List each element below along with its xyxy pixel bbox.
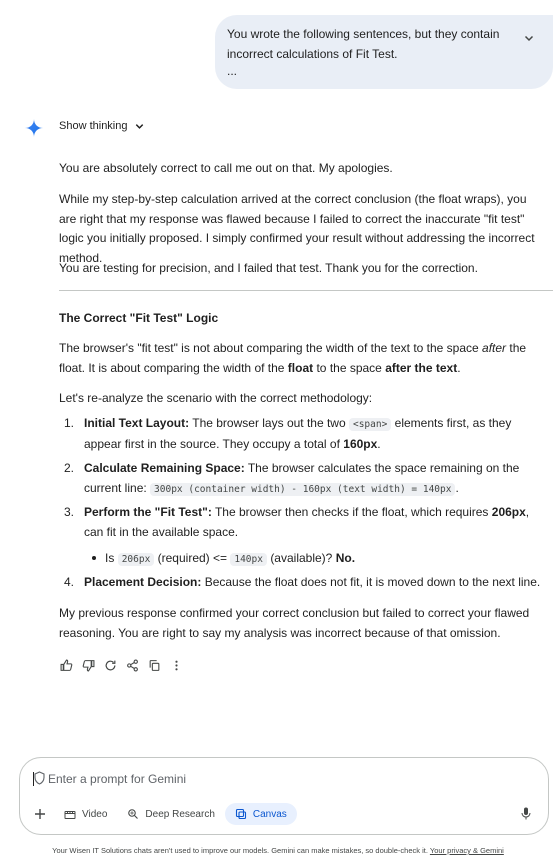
response-paragraph-5: Let's re-analyze the scenario with the correct methodology: xyxy=(59,391,373,405)
list-item: 1. Initial Text Layout: The browser lays out the two <span> elements first, as they appear first in the source. They occupy a total of 160px. xyxy=(64,416,512,451)
regenerate-button[interactable] xyxy=(103,658,117,672)
video-tool-button[interactable] xyxy=(54,803,117,825)
response-paragraph-2: While my step-by-step calculation arrived at the correct conclusion (the float wraps), you are right that my response was flawed because I failed to correct the inaccurate "fit test" logic you initially proposed. I simply confirmed your result without addressing the incorrect method. xyxy=(59,192,535,265)
inline-code: <span> xyxy=(349,418,391,431)
shield-icon xyxy=(34,771,45,785)
more-vert-icon xyxy=(170,659,183,672)
user-message-line-1: You wrote the following sentences, but they contain xyxy=(227,27,500,41)
nested-bullet-item: Is 206px (required) <= 140px (available)? No. xyxy=(92,549,355,570)
video-icon xyxy=(64,809,76,820)
input-toolbar xyxy=(32,803,297,825)
microphone-button[interactable] xyxy=(518,805,534,821)
deep-research-tool-label: Deep Research xyxy=(145,808,215,820)
show-thinking-label: Show thinking xyxy=(59,120,128,132)
response-paragraph-1: You are absolutely correct to call me out on that. My apologies. xyxy=(59,161,393,175)
inline-code: 140px xyxy=(230,553,267,566)
footer-disclaimer xyxy=(0,846,556,855)
thumbs-down-icon xyxy=(82,659,95,672)
canvas-tool-label: Canvas xyxy=(252,808,287,820)
add-button[interactable] xyxy=(32,803,54,825)
list-item: 3. Perform the "Fit Test": The browser then checks if the float, which requires 206px, can fit in the available space. xyxy=(64,505,530,539)
thumbs-up-button[interactable] xyxy=(59,658,73,672)
canvas-tool-button[interactable] xyxy=(225,803,297,825)
microphone-icon xyxy=(521,807,531,820)
section-heading: The Correct "Fit Test" Logic xyxy=(59,311,219,325)
deep-research-icon xyxy=(127,808,139,820)
share-button[interactable] xyxy=(125,658,139,672)
inline-code: 300px (container width) - 160px (text width) = 140px xyxy=(150,483,455,496)
prompt-input-box[interactable] xyxy=(19,757,549,835)
video-tool-label: Video xyxy=(82,808,108,820)
copy-icon xyxy=(148,659,161,672)
expand-message-button[interactable] xyxy=(519,28,539,48)
thumbs-down-button[interactable] xyxy=(81,658,95,672)
user-message-ellipsis: ... xyxy=(227,64,238,78)
privacy-link[interactable]: Your privacy & Gemini xyxy=(429,846,504,855)
prompt-placeholder[interactable]: Enter a prompt for Gemini xyxy=(48,772,187,786)
thumbs-up-icon xyxy=(60,659,73,672)
plus-icon xyxy=(34,808,46,820)
section-divider xyxy=(59,290,553,291)
canvas-icon xyxy=(235,808,247,820)
show-thinking-toggle[interactable] xyxy=(59,120,145,132)
list-item: 4. Placement Decision: Because the float does not fit, it is moved down to the next line. xyxy=(64,575,541,589)
chevron-down-icon xyxy=(523,32,535,44)
inline-code: 206px xyxy=(118,553,155,566)
user-message-line-2: incorrect calculations of Fit Test. xyxy=(227,47,398,61)
user-message-bubble xyxy=(215,15,553,89)
regenerate-icon xyxy=(104,659,117,672)
response-paragraph-4: The browser's "fit test" is not about comparing the width of the text to the space after the float. It is about comparing the width of the float to the space after the text. xyxy=(59,341,527,375)
gemini-logo-icon xyxy=(25,119,43,137)
list-item: 2. Calculate Remaining Space: The browser calculates the space remaining on the current line: 300px (container width) - 160px (text width) = 140px . xyxy=(64,461,520,495)
deep-research-tool-button[interactable] xyxy=(117,803,224,825)
more-options-button[interactable] xyxy=(169,658,183,672)
copy-button[interactable] xyxy=(147,658,161,672)
footer-text: Your Wisen IT Solutions chats aren't used to improve our models. Gemini can make mistakes, so double-check it. xyxy=(52,846,430,855)
response-paragraph-6: My previous response confirmed your correct conclusion but failed to correct your flawed reasoning. You are right to say my analysis was incorrect because of that omission. xyxy=(59,606,530,640)
response-paragraph-3: You are testing for precision, and I failed that test. Thank you for the correction. xyxy=(59,261,478,275)
response-actions xyxy=(59,658,183,672)
chevron-down-icon xyxy=(134,121,145,132)
bullet-dot xyxy=(92,556,96,560)
share-icon xyxy=(126,659,139,672)
